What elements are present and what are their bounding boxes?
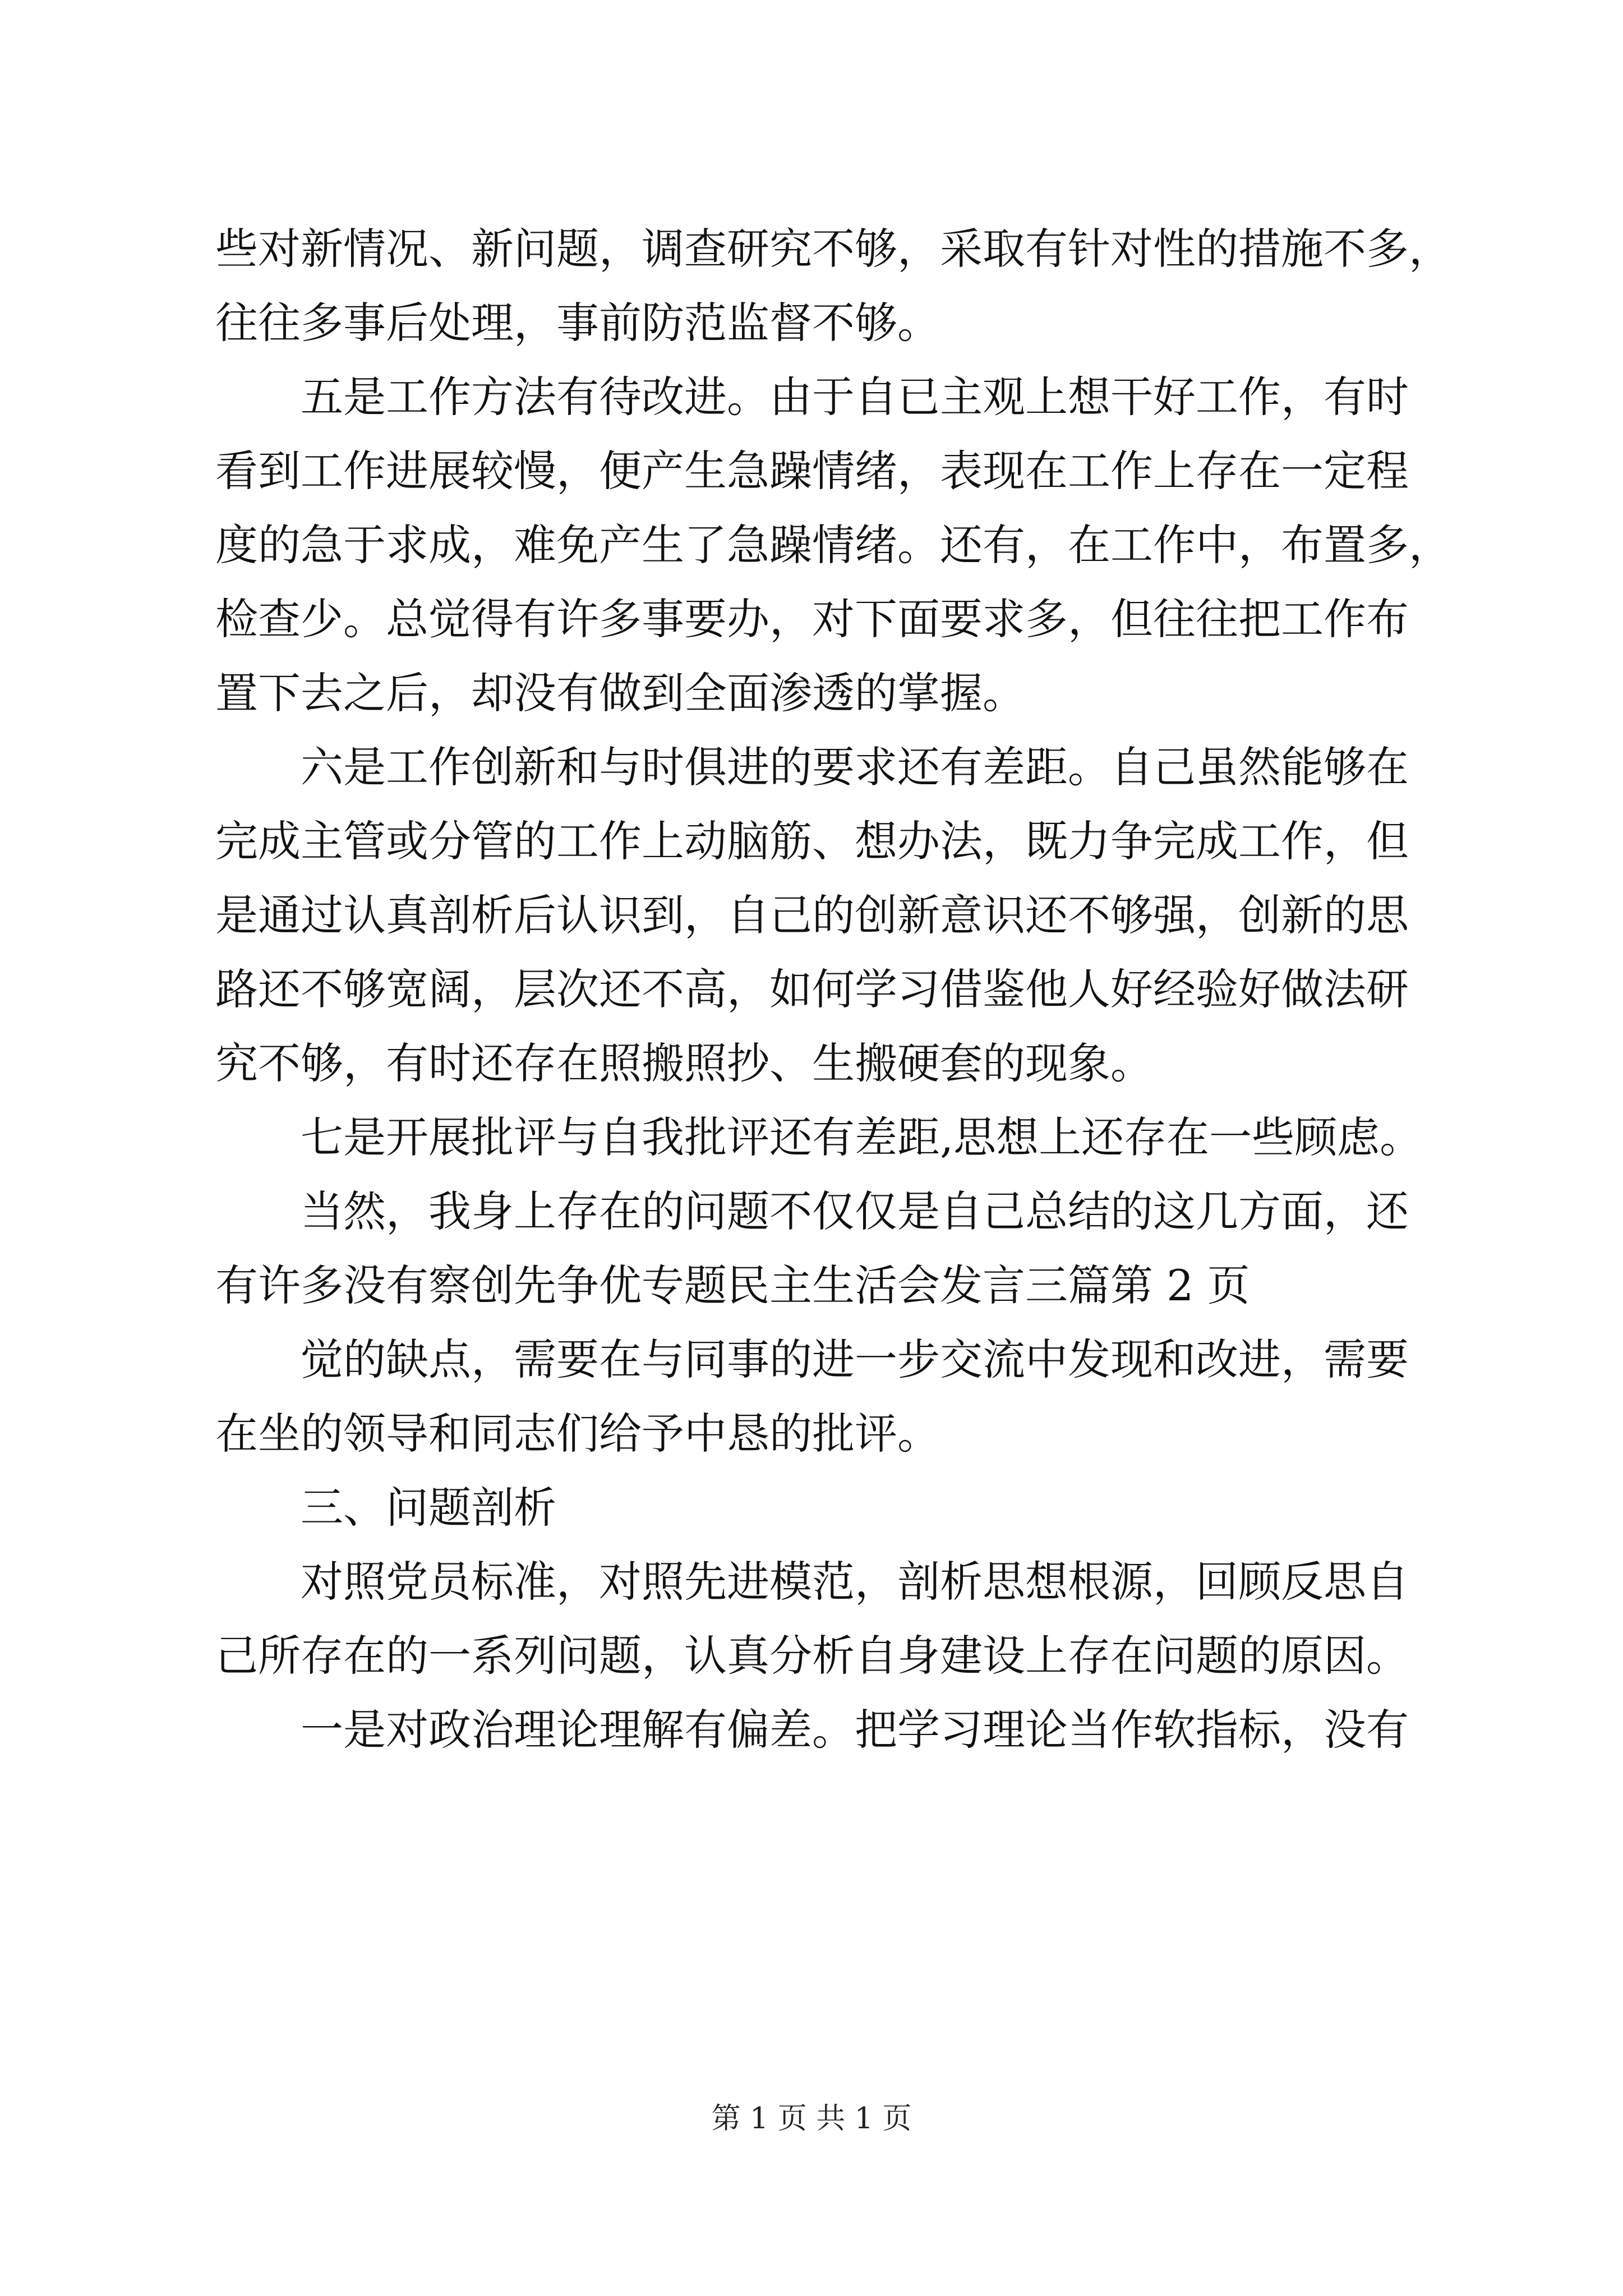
text-line: 完成主管或分管的工作上动脑筋、想办法，既力争完成工作，但 xyxy=(215,816,1409,866)
text-line: 度的急于求成，难免产生了急躁情绪。还有，在工作中，布置多， xyxy=(215,520,1451,570)
paragraph-start-line: 一是对政治理论理解有偏差。把学习理论当作软指标，没有 xyxy=(301,1705,1409,1755)
text-line: 路还不够宽阔，层次还不高，如何学习借鉴他人好经验好做法研 xyxy=(215,964,1409,1014)
paragraph-start-line: 五是工作方法有待改进。由于自已主观上想干好工作，有时 xyxy=(301,372,1409,422)
paragraph-start-line: 六是工作创新和与时俱进的要求还有差距。自己虽然能够在 xyxy=(301,742,1409,792)
paragraph-start-line: 觉的缺点，需要在与同事的进一步交流中发现和改进，需要 xyxy=(301,1335,1409,1384)
text-line: 检查少。总觉得有许多事要办，对下面要求多，但往往把工作布 xyxy=(215,594,1409,644)
paragraph-start-line: 当然，我身上存在的问题不仅仅是自己总结的这几方面，还 xyxy=(301,1186,1409,1236)
text-line: 有许多没有察创先争优专题民主生活会发言三篇第 2 页 xyxy=(215,1260,1250,1310)
text-line: 往往多事后处理，事前防范监督不够。 xyxy=(215,298,940,348)
text-line: 看到工作进展较慢，便产生急躁情绪，表现在工作上存在一定程 xyxy=(215,446,1409,496)
paragraph-start-line: 对照党员标准，对照先进模范，剖析思想根源，回顾反思自 xyxy=(301,1557,1409,1607)
text-line: 些对新情况、新问题，调查研究不够，采取有针对性的措施不多， xyxy=(215,224,1451,274)
text-line: 在坐的领导和同志们给予中恳的批评。 xyxy=(215,1409,940,1458)
document-body xyxy=(215,212,1451,1767)
text-line: 究不够，有时还存在照搬照抄、生搬硬套的现象。 xyxy=(215,1038,1153,1088)
text-line: 是通过认真剖析后认识到，自己的创新意识还不够强，创新的思 xyxy=(215,890,1409,940)
text-line: 置下去之后，却没有做到全面渗透的掌握。 xyxy=(215,668,1025,718)
text-line: 己所存在的一系列问题，认真分析自身建设上存在问题的原因。 xyxy=(215,1631,1409,1681)
page-number-label: 第 1 页 共 1 页 xyxy=(711,2102,912,2136)
section-heading: 三、问题剖析 xyxy=(301,1483,556,1533)
paragraph-start-line: 七是开展批评与自我批评还有差距,思想上还存在一些顾虑。 xyxy=(301,1112,1423,1162)
page-footer xyxy=(0,2099,1623,2138)
